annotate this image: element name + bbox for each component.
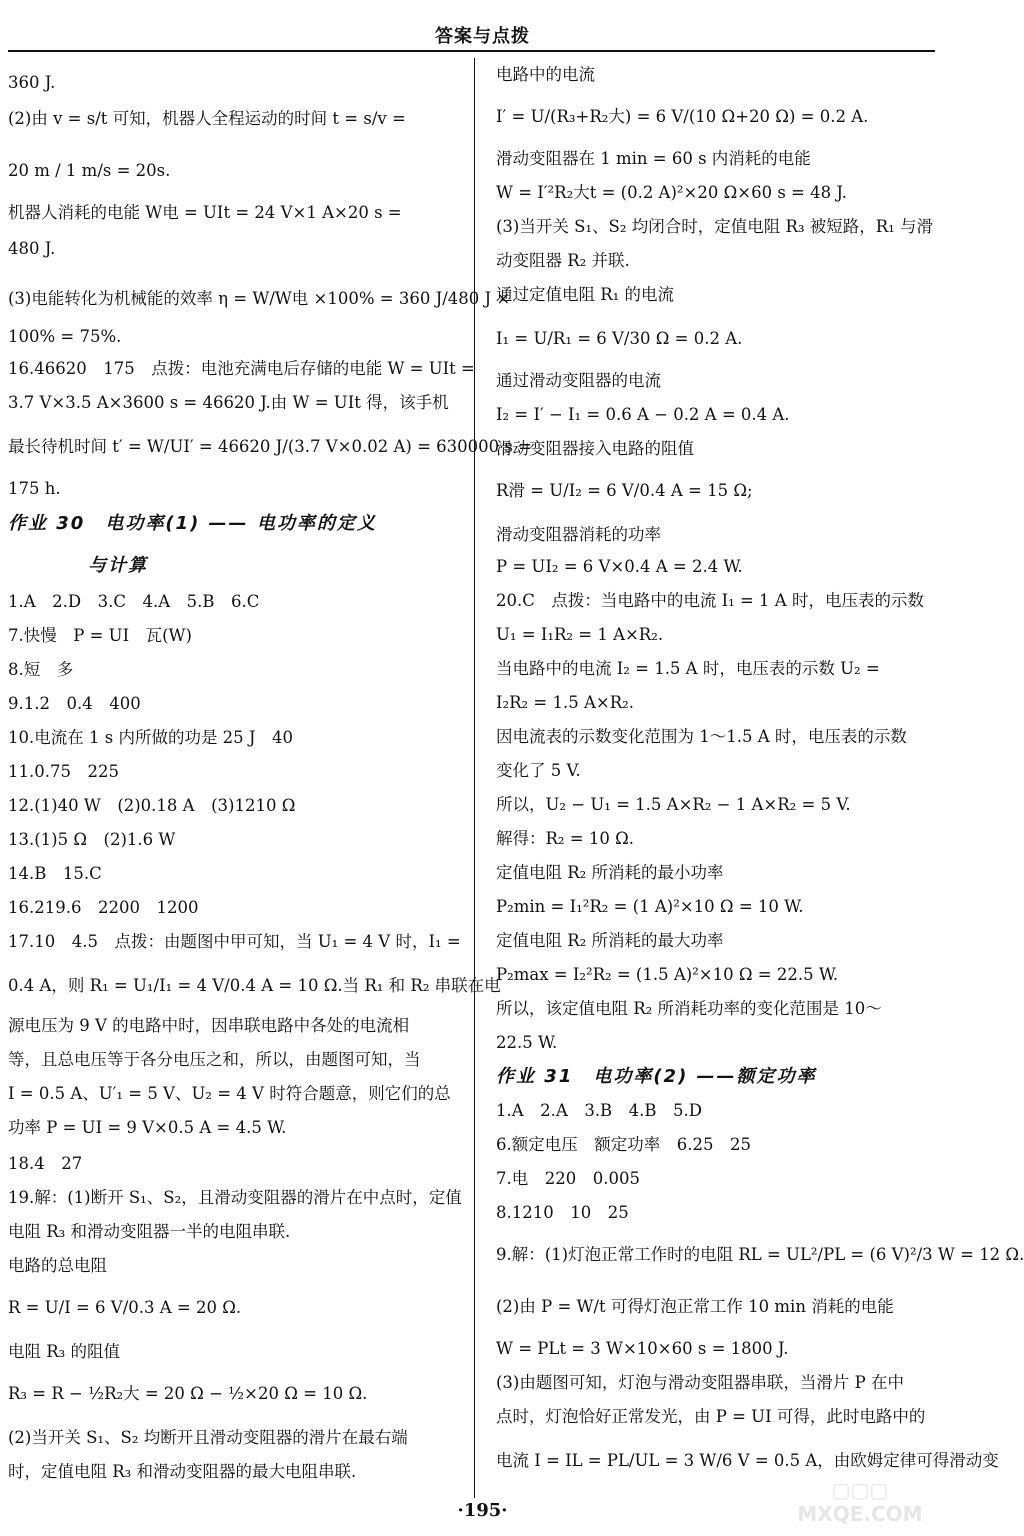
answer-line: 1.A 2.D 3.C 4.A 5.B 6.C bbox=[8, 592, 260, 611]
answer-line: 18.4 27 bbox=[8, 1154, 83, 1173]
answer-line: 电路的总电阻 bbox=[8, 1256, 107, 1275]
answer-line: 16.46620 175 点拨：电池充满电后存储的电能 W = UIt = bbox=[8, 359, 475, 378]
answer-line: 9.解：(1)灯泡正常工作时的电阻 RL = UL²/PL = (6 V)²/3 W = 12 Ω. bbox=[496, 1245, 1024, 1264]
watermark-logo: ▢▢▢ MXQE.COM bbox=[797, 1478, 923, 1526]
answer-line: 最长待机时间 t′ = W/UI′ = 46620 J/(3.7 V×0.02 A) = 630000 s = bbox=[8, 437, 532, 456]
answer-line: 6.额定电压 额定功率 6.25 25 bbox=[496, 1135, 751, 1154]
answer-line: 14.B 15.C bbox=[8, 864, 102, 883]
answer-line: 7.电 220 0.005 bbox=[496, 1169, 640, 1188]
answer-line: 电路中的电流 bbox=[496, 65, 595, 84]
section-heading: 作业 30 电功率(1) —— 电功率的定义 bbox=[8, 513, 377, 534]
answer-line: I₂ = I′ − I₁ = 0.6 A − 0.2 A = 0.4 A. bbox=[496, 405, 790, 424]
answer-line: W = I′²R₂大t = (0.2 A)²×20 Ω×60 s = 48 J. bbox=[496, 183, 847, 202]
answer-line: I₁ = U/R₁ = 6 V/30 Ω = 0.2 A. bbox=[496, 329, 743, 348]
answer-line: 7.快慢 P = UI 瓦(W) bbox=[8, 626, 192, 645]
answer-line: 175 h. bbox=[8, 479, 61, 498]
answer-line: 20.C 点拨：当电路中的电流 I₁ = 1 A 时，电压表的示数 bbox=[496, 591, 924, 610]
answer-line: (2)当开关 S₁、S₂ 均断开且滑动变阻器的滑片在最右端 bbox=[8, 1428, 408, 1447]
answer-line: 源电压为 9 V 的电路中时，因串联电路中各处的电流相 bbox=[8, 1016, 410, 1035]
answer-line: 17.10 4.5 点拨：由题图中甲可知，当 U₁ = 4 V 时，I₁ = bbox=[8, 932, 461, 951]
answer-line: 变化了 5 V. bbox=[496, 761, 581, 780]
answer-line: U₁ = I₁R₂ = 1 A×R₂. bbox=[496, 625, 664, 644]
page-number: ·195· bbox=[457, 1500, 508, 1521]
answer-line: 20 m / 1 m/s = 20s. bbox=[8, 161, 171, 180]
answer-line: 动变阻器 R₂ 并联. bbox=[496, 251, 630, 270]
answer-line: 通过定值电阻 R₁ 的电流 bbox=[496, 285, 675, 304]
answer-line: 100% = 75%. bbox=[8, 327, 122, 346]
answer-line: 19.解：(1)断开 S₁、S₂，且滑动变阻器的滑片在中点时，定值 bbox=[8, 1188, 462, 1207]
answer-line: 12.(1)40 W (2)0.18 A (3)1210 Ω bbox=[8, 796, 296, 815]
answer-line: 定值电阻 R₂ 所消耗的最大功率 bbox=[496, 931, 724, 950]
answer-line: (3)电能转化为机械能的效率 η = W/W电 ×100% = 360 J/480 J × bbox=[8, 289, 511, 308]
answer-line: P₂max = I₂²R₂ = (1.5 A)²×10 Ω = 22.5 W. bbox=[496, 965, 839, 984]
answer-line: 所以，U₂ − U₁ = 1.5 A×R₂ − 1 A×R₂ = 5 V. bbox=[496, 795, 851, 814]
answer-line: 点时，灯泡恰好正常发光，由 P = UI 可得，此时电路中的 bbox=[496, 1407, 926, 1426]
answer-line: 9.1.2 0.4 400 bbox=[8, 694, 141, 713]
answer-line: 机器人消耗的电能 W电 = UIt = 24 V×1 A×20 s = bbox=[8, 203, 402, 222]
answer-line: 功率 P = UI = 9 V×0.5 A = 4.5 W. bbox=[8, 1118, 287, 1137]
answer-line: (3)当开关 S₁、S₂ 均闭合时，定值电阻 R₃ 被短路，R₁ 与滑 bbox=[496, 217, 934, 236]
answer-line: R滑 = U/I₂ = 6 V/0.4 A = 15 Ω; bbox=[496, 481, 753, 500]
page-header: 答案与点拨 bbox=[435, 26, 530, 47]
answer-line: 电流 I = IL = PL/UL = 3 W/6 V = 0.5 A，由欧姆定律可得滑动变 bbox=[496, 1451, 999, 1470]
answer-line: 3.7 V×3.5 A×3600 s = 46620 J.由 W = UIt 得，该手机 bbox=[8, 393, 449, 412]
answer-line: P = UI₂ = 6 V×0.4 A = 2.4 W. bbox=[496, 557, 743, 576]
header-rule bbox=[8, 50, 935, 52]
answer-line: (2)由 v = s/t 可知，机器人全程运动的时间 t = s/v = bbox=[8, 109, 406, 128]
answer-line: 滑动变阻器在 1 min = 60 s 内消耗的电能 bbox=[496, 149, 811, 168]
answer-line: 电阻 R₃ 的阻值 bbox=[8, 1342, 121, 1361]
answer-line: W = PLt = 3 W×10×60 s = 1800 J. bbox=[496, 1339, 789, 1358]
answer-line: 16.219.6 2200 1200 bbox=[8, 898, 199, 917]
answer-line: 因电流表的示数变化范围为 1～1.5 A 时，电压表的示数 bbox=[496, 727, 907, 746]
column-divider bbox=[474, 58, 475, 1498]
section-heading: 与计算 bbox=[8, 555, 148, 576]
answer-line: 0.4 A，则 R₁ = U₁/I₁ = 4 V/0.4 A = 10 Ω.当 R₁ 和 R₂ 串联在电 bbox=[8, 976, 501, 995]
answer-line: 13.(1)5 Ω (2)1.6 W bbox=[8, 830, 176, 849]
answer-line: P₂min = I₁²R₂ = (1 A)²×10 Ω = 10 W. bbox=[496, 897, 804, 916]
answer-line: 电阻 R₃ 和滑动变阻器一半的电阻串联. bbox=[8, 1222, 291, 1241]
answer-line: 当电路中的电流 I₂ = 1.5 A 时，电压表的示数 U₂ = bbox=[496, 659, 880, 678]
answer-line: I′ = U/(R₃+R₂大) = 6 V/(10 Ω+20 Ω) = 0.2 A. bbox=[496, 107, 869, 126]
answer-line: I = 0.5 A、U′₁ = 5 V、U₂ = 4 V 时符合题意，则它们的总 bbox=[8, 1084, 451, 1103]
answer-line: 定值电阻 R₂ 所消耗的最小功率 bbox=[496, 863, 724, 882]
answer-line: 等，且总电压等于各分电压之和，所以，由题图可知，当 bbox=[8, 1050, 421, 1069]
section-heading: 作业 31 电功率(2) ——额定功率 bbox=[496, 1066, 817, 1087]
answer-line: 通过滑动变阻器的电流 bbox=[496, 371, 661, 390]
answer-line: 所以，该定值电阻 R₂ 所消耗功率的变化范围是 10～ bbox=[496, 999, 882, 1018]
answer-line: 滑动变阻器接入电路的阻值 bbox=[496, 439, 694, 458]
answer-line: 时，定值电阻 R₃ 和滑动变阻器的最大电阻串联. bbox=[8, 1462, 357, 1481]
answer-line: R₃ = R − ½R₂大 = 20 Ω − ½×20 Ω = 10 Ω. bbox=[8, 1384, 368, 1403]
answer-line: 1.A 2.A 3.B 4.B 5.D bbox=[496, 1101, 703, 1120]
answer-line: (2)由 P = W/t 可得灯泡正常工作 10 min 消耗的电能 bbox=[496, 1297, 894, 1316]
answer-line: 解得：R₂ = 10 Ω. bbox=[496, 829, 635, 848]
answer-line: 480 J. bbox=[8, 239, 56, 258]
answer-line: R = U/I = 6 V/0.3 A = 20 Ω. bbox=[8, 1298, 242, 1317]
answer-line: 8.短 多 bbox=[8, 660, 74, 679]
answer-line: (3)由题图可知，灯泡与滑动变阻器串联，当滑片 P 在中 bbox=[496, 1373, 904, 1392]
answer-line: 11.0.75 225 bbox=[8, 762, 119, 781]
answer-line: 滑动变阻器消耗的功率 bbox=[496, 525, 661, 544]
answer-line: I₂R₂ = 1.5 A×R₂. bbox=[496, 693, 634, 712]
answer-line: 360 J. bbox=[8, 73, 56, 92]
answer-line: 22.5 W. bbox=[496, 1033, 558, 1052]
answer-line: 10.电流在 1 s 内所做的功是 25 J 40 bbox=[8, 728, 294, 747]
answer-line: 8.1210 10 25 bbox=[496, 1203, 629, 1222]
